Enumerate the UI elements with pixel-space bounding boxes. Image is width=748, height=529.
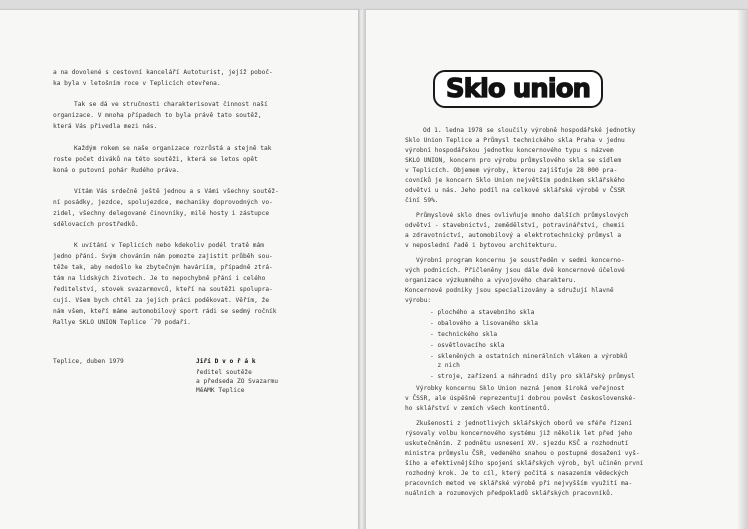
left-line: sdělovacích prostředků. — [53, 221, 139, 228]
product-list-item: - plochého a stavebního skla — [430, 309, 535, 316]
right-line: Od 1. ledna 1978 se sloučily výrobně hospodářské jednotky — [423, 127, 636, 134]
product-list-item: - stroje, zařízení a náhradní díly pro sklářský průmysl — [430, 373, 635, 380]
signatory-name: Jiří D v o ř á k — [196, 358, 256, 365]
left-line: cují. Všem bych chtěl za jejich práci poděkovat. Věřím, že — [53, 297, 270, 304]
right-line: covníků je koncern Sklo Union největším podnikem sklářského — [405, 177, 625, 184]
left-line: a na dovolené s cestovní kanceláří Autoturist, jejíž poboč- — [53, 69, 273, 76]
right-line: nuálních a rozumových předpokladů sklářských pracovníků. — [405, 490, 614, 497]
right-line: v neposlední řadě i bytovou architekturu. — [405, 242, 558, 249]
right-line: SKLO UNION, koncern pro výrobu průmyslového skla se sídlem — [405, 157, 622, 164]
product-list-item: z nich — [430, 362, 460, 369]
left-line: roste počet diváků na této soutěži, která se letos opět — [53, 156, 258, 163]
right-line: Výrobky koncernu Sklo Union nezná jenom široká veřejnost — [416, 385, 625, 392]
signatory-title: MěAMK Teplice — [196, 387, 245, 394]
right-line: ho sklářství v zemích všech kontinentů. — [405, 405, 551, 412]
right-line: v ČSSR, ale úspěšně reprezentují dobrou pověst československé- — [405, 395, 636, 402]
left-line: K uvítání v Teplicích nebo kdekoliv podél tratě mám — [74, 242, 264, 249]
right-line: Zkušenosti z jednotlivých sklářských oborů ve sféře řízení — [416, 420, 633, 427]
right-line: Průmyslové sklo dnes ovlivňuje mnoho dalších průmyslových — [416, 212, 629, 219]
right-line: ministra průmyslu ČSR, vedeného snahou o postupné dosažení vyš- — [405, 450, 640, 457]
right-line: výrobu: — [405, 297, 432, 304]
right-line: rozhodný krok. Je to cíl, který počítá s nasazením vědeckých — [405, 470, 629, 477]
left-line: ředitelství, stovek svazarmovců, kteří na soutěži spolupra- — [53, 286, 273, 293]
left-line: nám všem, kteří máme automobilový sport rádi se sedmý ročník — [53, 308, 277, 315]
right-line: vých podnicích. Přičleněny jsou dále dvě koncernové účelové — [405, 267, 625, 274]
right-line: Koncernové podniky jsou specializovány a sdružují hlavně — [405, 287, 614, 294]
left-line: ka byla v letošním roce v Teplicích otevřena. — [53, 80, 221, 87]
right-line: výrobní hospodářskou jednotku koncernového typu s názvem — [405, 147, 614, 154]
product-list-item: - osvětlovacího skla — [430, 342, 505, 349]
book-gutter — [358, 10, 366, 529]
left-line: která Vás přivedla mezi nás. — [53, 123, 158, 130]
right-line: odvětví u nás. Jeho podíl na celkové sklářské výrobě v ČSSR — [405, 187, 625, 194]
logo-text: Sklo union — [445, 74, 591, 104]
left-line: organizace. V mnoha případech to byla právě tato soutěž, — [53, 112, 262, 119]
left-line: Rallye SKLO UNION Teplice ´79 podaří. — [53, 319, 191, 326]
right-line: organizace výzkumného a vývojového charakteru. — [405, 277, 577, 284]
right-line: v Teplicích. Objemem výroby, kterou zajišťuje 28 000 pra- — [405, 167, 618, 174]
left-line: Tak se dá ve stručnosti charakterisovat činnost naší — [74, 101, 268, 108]
sklo-union-logo — [433, 70, 603, 108]
right-line: Výrobní program koncernu je soustředěn v sedmi koncerno- — [416, 257, 625, 264]
right-line: uskutečněním. Z podnětu usnesení XV. sjezdu KSČ a rozhodnutí — [405, 440, 629, 447]
product-list-item: - obalového a lisovaného skla — [430, 320, 539, 327]
signatory-title: a předseda ZO Svazarmu — [196, 378, 278, 385]
place-date: Teplice, duben 1979 — [53, 358, 124, 365]
left-line: Vítám Vás srdečně ještě jednou a s Vámi všechny soutěž- — [74, 188, 279, 195]
right-line: šího a efektivnějšího spojení sklářských výrob, byl učiněn první — [405, 460, 644, 467]
left-line: tám na lidských životech. Je to nepochybně přání i celého — [53, 275, 266, 282]
product-list-item: - technického skla — [430, 331, 498, 338]
page-stack-edge — [738, 10, 748, 529]
right-line: Sklo Union Teplice a Průmysl technického skla Praha v jednu — [405, 137, 625, 144]
left-line: těže tak, aby nedošlo ke zbytečným haváriím, případně ztrá- — [53, 264, 273, 271]
right-line: činí 59%. — [405, 197, 439, 204]
left-line: Každým rokem se naše organizace rozrůstá a stejně tak — [74, 145, 272, 152]
left-line: zidel, všechny delegované činovníky, milé hosty i zástupce — [53, 210, 270, 217]
left-line: koná o putovní pohár Rudého práva. — [53, 167, 180, 174]
right-line: pracovních metod ve sklářské výrobě při nejvyšším využití ma- — [405, 480, 633, 487]
left-line: ní posádky, jezdce, spolujezdce, mechaniky doprovodných vo- — [53, 199, 273, 206]
product-list-item: - skleněných a ostatních minerálních vláken a výrobků — [430, 353, 628, 360]
right-line: rýsovaly volbu koncernového systému již několik let před jeho — [405, 430, 633, 437]
left-line: jedno přání. Svým chováním nám pomozte zajistit průběh sou- — [53, 253, 273, 260]
signatory-title: ředitel soutěže — [196, 369, 252, 376]
right-line: a zdravotnictví, automobilový a elektrotechnický průmysl a — [405, 232, 622, 239]
right-line: odvětví - stavebnictví, zemědělství, potravinářství, chemii — [405, 222, 625, 229]
